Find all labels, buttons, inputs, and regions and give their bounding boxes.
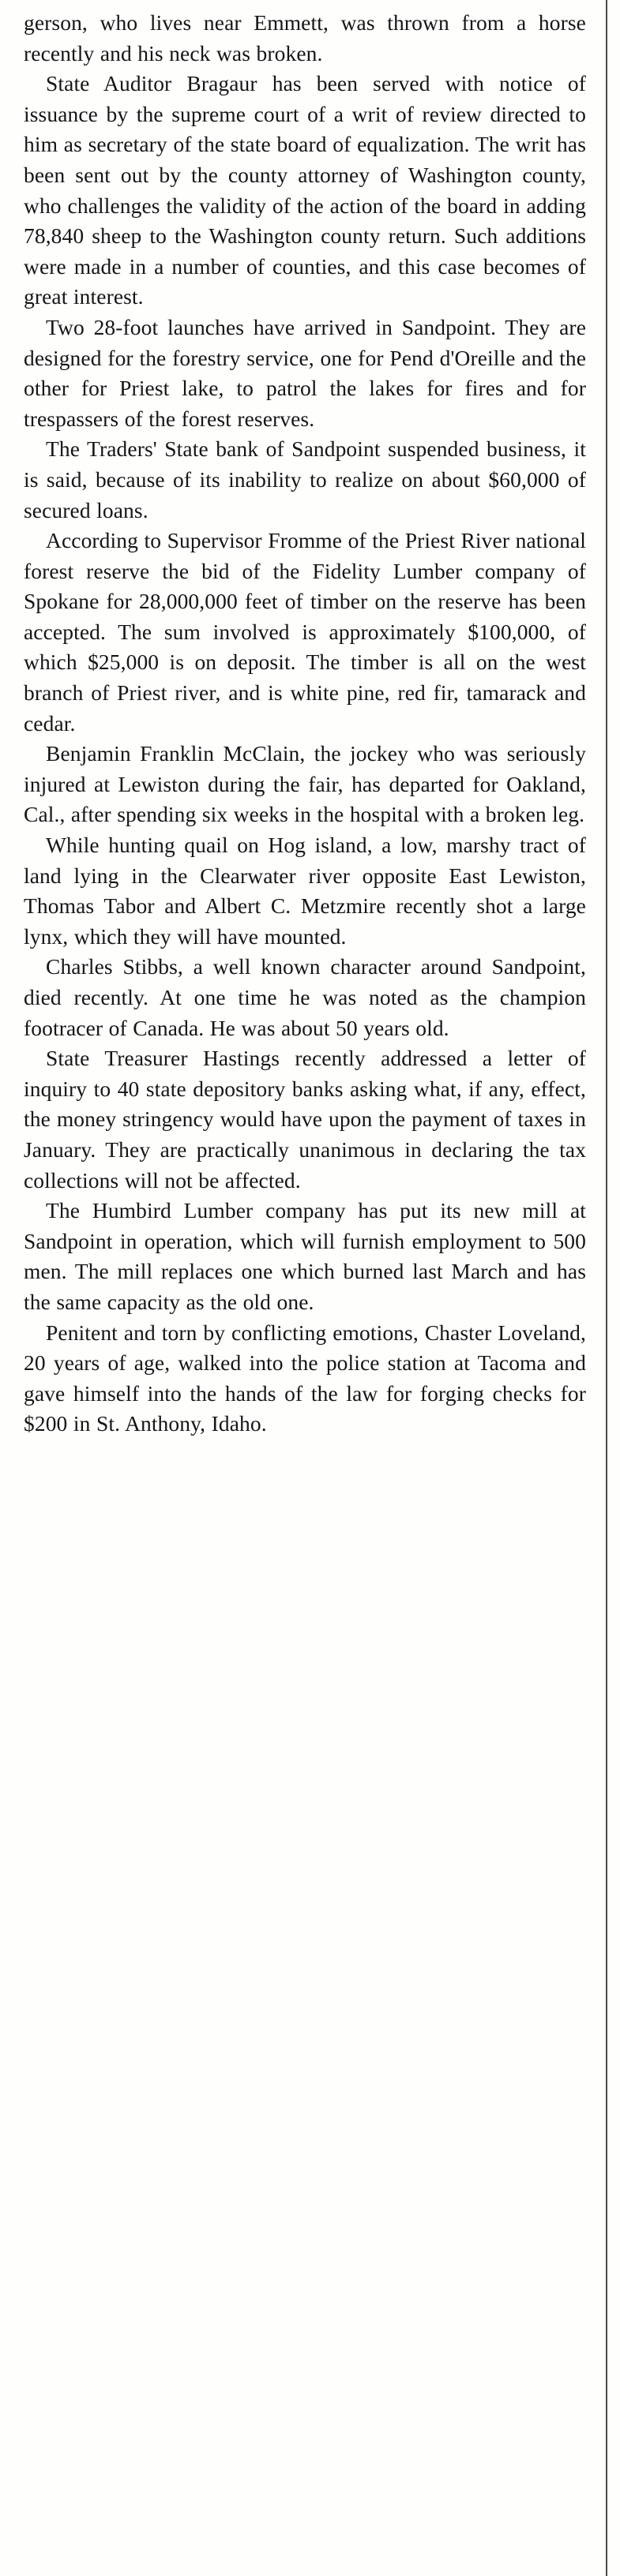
paragraph-emmett: gerson, who lives near Emmett, was thrown from a horse recently and his neck was broken. — [24, 10, 586, 66]
paragraph-treasurer-hastings: State Treasurer Hastings recently addressed a letter of inquiry to 40 state depository banks asking what, if any, effect, the money stringency would have upon the payment of taxes in January. They are practically unanimous in declaring the tax collections will not be affected. — [24, 1046, 586, 1193]
paragraph-state-auditor-bragaur: State Auditor Bragaur has been served with notice of issuance by the supreme court of a writ of review directed to him as secretary of the state board of equalization. The writ has been sent out by the county attorney of Washington county, who challenges the validity of the action of the board in adding 78,840 sheep to the Washington county return. Such additions were made in a number of counties, and this case becomes of great interest. — [24, 71, 586, 309]
column-divider-rule — [606, 0, 607, 2576]
paragraph-mcclain-jockey: Benjamin Franklin McClain, the jockey who was seriously injured at Lewiston during the fair, has departed for Oakland, Cal., after spending six weeks in the hospital with a broken leg. — [24, 741, 586, 827]
paragraph-traders-state-bank: The Traders' State bank of Sandpoint suspended business, it is said, because of its inability to realize on about $60,000 of secured loans. — [24, 436, 586, 522]
paragraph-humbird-lumber: The Humbird Lumber company has put its new mill at Sandpoint in operation, which will furnish employment to 500 men. The mill replaces one which burned last March and has the same capacity as the old one. — [24, 1198, 586, 1314]
paragraph-charles-stibbs: Charles Stibbs, a well known character around Sandpoint, died recently. At one time he was noted as the champion footracer of Canada. He was about 50 years old. — [24, 954, 586, 1040]
paragraph-fidelity-lumber: According to Supervisor Fromme of the Priest River national forest reserve the bid of the Fidelity Lumber company of Spokane for 28,000,000 feet of timber on the reserve has been accepted. The sum involved is approximately $100,000, of which $25,000 is on deposit. The timber is all on the west branch of Priest river, and is white pine, red fir, tamarack and cedar. — [24, 528, 586, 736]
paragraph-chaster-loveland: Penitent and torn by conflicting emotions, Chaster Loveland, 20 years of age, walked into the police station at Tacoma and gave himself into the hands of the law for forging checks for $200 in St. Anthony, Idaho. — [24, 1320, 586, 1436]
article-column — [24, 8, 586, 1440]
paragraph-launches-sandpoint: Two 28-foot launches have arrived in Sandpoint. They are designed for the forestry service, one for Pend d'Oreille and the other for Priest lake, to patrol the lakes for fires and for trespassers of the forest reserves. — [24, 314, 586, 431]
paragraph-hog-island-lynx: While hunting quail on Hog island, a low, marshy tract of land lying in the Clearwater river opposite East Lewiston, Thomas Tabor and Albert C. Metzmire recently shot a large lynx, which they will have mounted. — [24, 833, 586, 949]
